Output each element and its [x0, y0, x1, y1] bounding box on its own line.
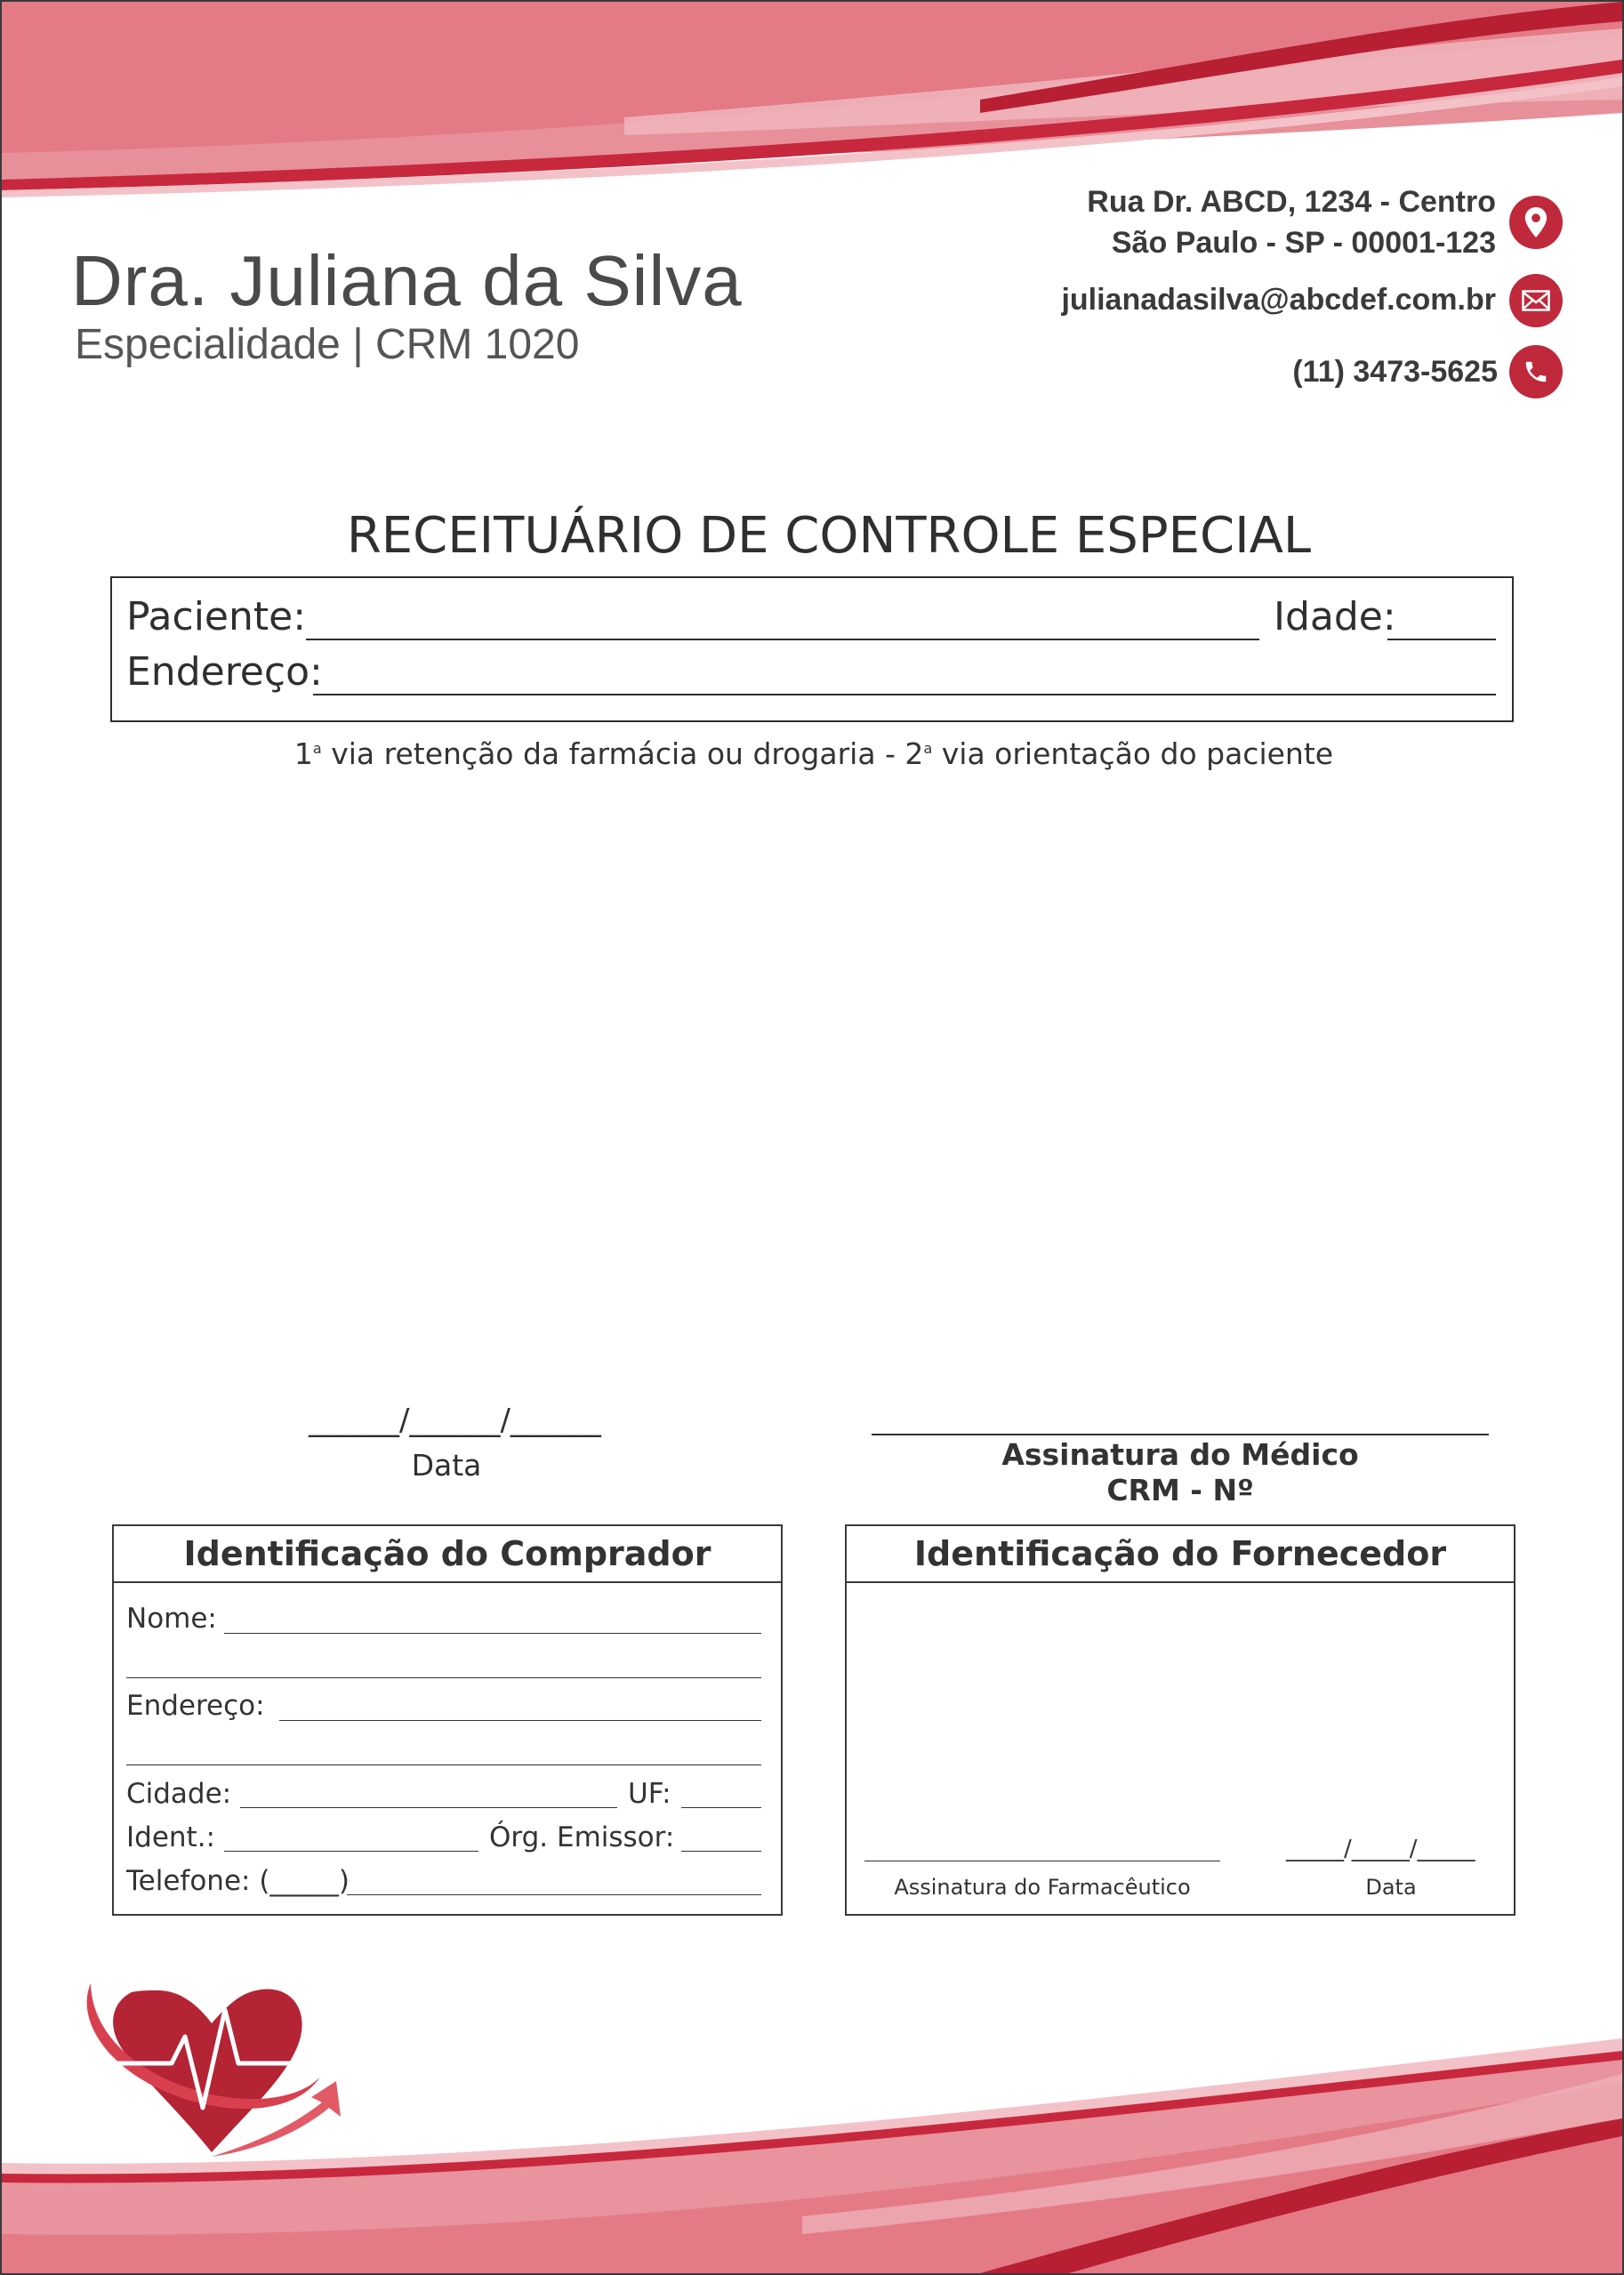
address-line-1: Rua Dr. ABCD, 1234 - Centro [1087, 185, 1496, 219]
buyer-issuer-line[interactable] [681, 1851, 761, 1852]
patient-label: Paciente: [126, 594, 307, 639]
supplier-date-field[interactable]: _____/_____/_____ [1286, 1836, 1475, 1862]
date-label: Data [411, 1448, 482, 1483]
supplier-date-label: Data [1365, 1875, 1417, 1900]
buyer-issuer-label: Órg. Emissor: [489, 1821, 675, 1853]
buyer-name-line-2[interactable] [126, 1677, 761, 1678]
supplier-card-title: Identificação do Fornecedor [847, 1526, 1514, 1583]
envelope-icon [1509, 274, 1563, 327]
phone-text: (11) 3473-5625 [1292, 355, 1498, 389]
age-label: Idade: [1274, 594, 1396, 639]
email-text: julianadasilva@abcdef.com.br [1061, 283, 1496, 317]
buyer-city-line[interactable] [240, 1807, 617, 1808]
doctor-signature-line[interactable] [872, 1434, 1489, 1435]
doctor-signature-label: Assinatura do Médico [1001, 1437, 1359, 1472]
buyer-city-label: Cidade: [126, 1778, 232, 1810]
buyer-card-title: Identificação do Comprador [114, 1526, 781, 1583]
patient-info-box [110, 576, 1514, 722]
pharmacist-signature-label: Assinatura do Farmacêutico [894, 1875, 1191, 1900]
age-line[interactable] [1387, 639, 1496, 640]
footer-wave-decoration [2, 2021, 1622, 2273]
doctor-specialty: Especialidade | CRM 1020 [75, 321, 580, 368]
patient-address-label: Endereço: [126, 649, 323, 695]
buyer-ident-label: Ident.: [126, 1821, 215, 1853]
form-title: RECEITUÁRIO DE CONTROLE ESPECIAL [346, 507, 1312, 565]
buyer-uf-line[interactable] [681, 1807, 761, 1808]
buyer-ident-line[interactable] [224, 1851, 478, 1852]
copy-instructions-note: 1$^a$ via retenção da farmácia ou drogaria - 2$^a$ via orientação do paciente [293, 736, 1334, 771]
patient-name-line[interactable] [306, 639, 1259, 640]
buyer-identification-card [112, 1524, 783, 1916]
supplier-identification-card [845, 1524, 1515, 1916]
buyer-address-label: Endereço: [126, 1690, 265, 1722]
buyer-phone-line[interactable] [347, 1894, 761, 1895]
buyer-phone-label: Telefone: (_____) [126, 1865, 350, 1897]
address-line-2: São Paulo - SP - 00001-123 [1111, 226, 1496, 260]
buyer-address-line[interactable] [279, 1720, 761, 1721]
date-field[interactable]: ______/______/______ [309, 1403, 601, 1438]
phone-icon [1509, 345, 1563, 398]
crm-number-label: CRM - Nº [1106, 1473, 1254, 1507]
patient-address-line[interactable] [313, 694, 1496, 695]
buyer-uf-label: UF: [628, 1778, 671, 1810]
buyer-name-line[interactable] [224, 1633, 761, 1634]
buyer-name-label: Nome: [126, 1603, 217, 1635]
location-pin-icon [1509, 196, 1563, 249]
address-block [1087, 181, 1496, 263]
header-wave-decoration [2, 2, 1622, 206]
doctor-name: Dra. Juliana da Silva [71, 241, 743, 320]
